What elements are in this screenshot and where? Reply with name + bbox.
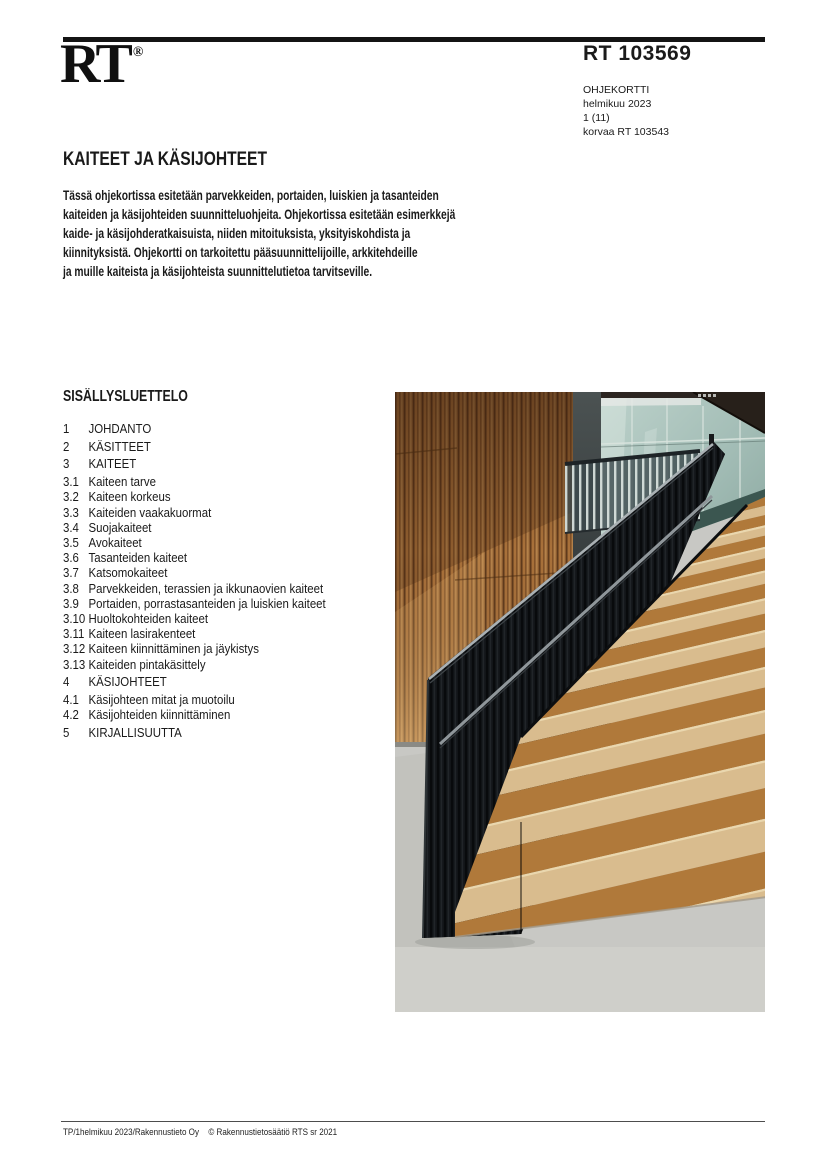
toc-item: 2 KÄSITTEET: [63, 438, 151, 454]
toc-item: 3.13 Kaiteiden pintakäsittely: [63, 656, 206, 672]
doc-page-count: 1 (11): [583, 112, 610, 124]
toc-item: 5 KIRJALLISUUTTA: [63, 724, 182, 740]
toc-item: 4 KÄSIJOHTEET: [63, 674, 167, 690]
toc-item: 3.12 Kaiteen kiinnittäminen ja jäykistys: [63, 641, 259, 657]
toc-item: 3.4 Suojakaiteet: [63, 519, 152, 535]
rt-logo: [60, 33, 144, 95]
doc-meta: [583, 83, 691, 139]
intro-line: ja muille kaiteista ja käsijohteista suunnittelutietoa tarvitseville.: [63, 264, 373, 279]
registered-trademark-icon: ®: [132, 45, 144, 60]
toc-item: 3.7 Katsomokaiteet: [63, 565, 168, 581]
toc-item: 3.11 Kaiteen lasirakenteet: [63, 626, 196, 642]
footer-copyright: © Rakennustietosäätiö RTS sr 2021: [208, 1127, 338, 1138]
toc-item: 3.10 Huoltokohteiden kaiteet: [63, 610, 209, 626]
toc-item: 3.8 Parvekkeiden, terassien ja ikkunaovien kaiteet: [63, 580, 324, 596]
intro-line: kiinnityksistä. Ohjekortti on tarkoitettu pääsuunnittelijoille, arkkitehdeille: [63, 245, 418, 260]
toc-item: 3.3 Kaiteiden vaakakuormat: [63, 504, 212, 520]
rt-logo-text: RT: [60, 33, 130, 95]
toc-item: 3.2 Kaiteen korkeus: [63, 489, 171, 505]
doc-date: helmikuu 2023: [583, 98, 652, 110]
footer-rule: [61, 1121, 765, 1122]
document-header-block: [583, 42, 691, 139]
staircase-photo: [395, 392, 765, 1012]
intro-line: Tässä ohjekortissa esitetään parvekkeiden, portaiden, luiskien ja tasanteiden: [63, 188, 439, 203]
footer-publisher: TP/1helmikuu 2023/Rakennustieto Oy: [63, 1127, 200, 1138]
toc-item: 3.5 Avokaiteet: [63, 534, 142, 550]
toc-item: 3.6 Tasanteiden kaiteet: [63, 550, 188, 566]
doc-number: RT 103569: [583, 42, 692, 65]
page-title: KAITEET JA KÄSIJOHTEET: [63, 148, 267, 170]
doc-replaces: korvaa RT 103543: [583, 126, 670, 138]
staircase-photo-graphic: [395, 392, 765, 1012]
toc-item: 3 KAITEET: [63, 456, 137, 472]
toc-item: 1 JOHDANTO: [63, 421, 152, 436]
toc-heading: SISÄLLYSLUETTELO: [63, 388, 188, 405]
toc-item: 3.9 Portaiden, porrastasanteiden ja luiskien kaiteet: [63, 595, 326, 611]
intro-paragraph: [63, 186, 455, 281]
toc-item: 4.2 Käsijohteiden kiinnittäminen: [63, 707, 231, 723]
toc-item: 3.1 Kaiteen tarve: [63, 474, 156, 490]
toc-list: [63, 421, 415, 740]
doc-type: OHJEKORTTI: [583, 84, 650, 96]
intro-line: kaide- ja käsijohderatkaisuista, niiden mitoituksista, yksityiskohdista ja: [63, 226, 411, 241]
footer: [63, 1127, 337, 1138]
toc-item: 4.1 Käsijohteen mitat ja muotoilu: [63, 691, 235, 707]
intro-line: kaiteiden ja käsijohteiden suunnitteluohjeita. Ohjekortissa esitetään esimerkkejä: [63, 207, 456, 222]
